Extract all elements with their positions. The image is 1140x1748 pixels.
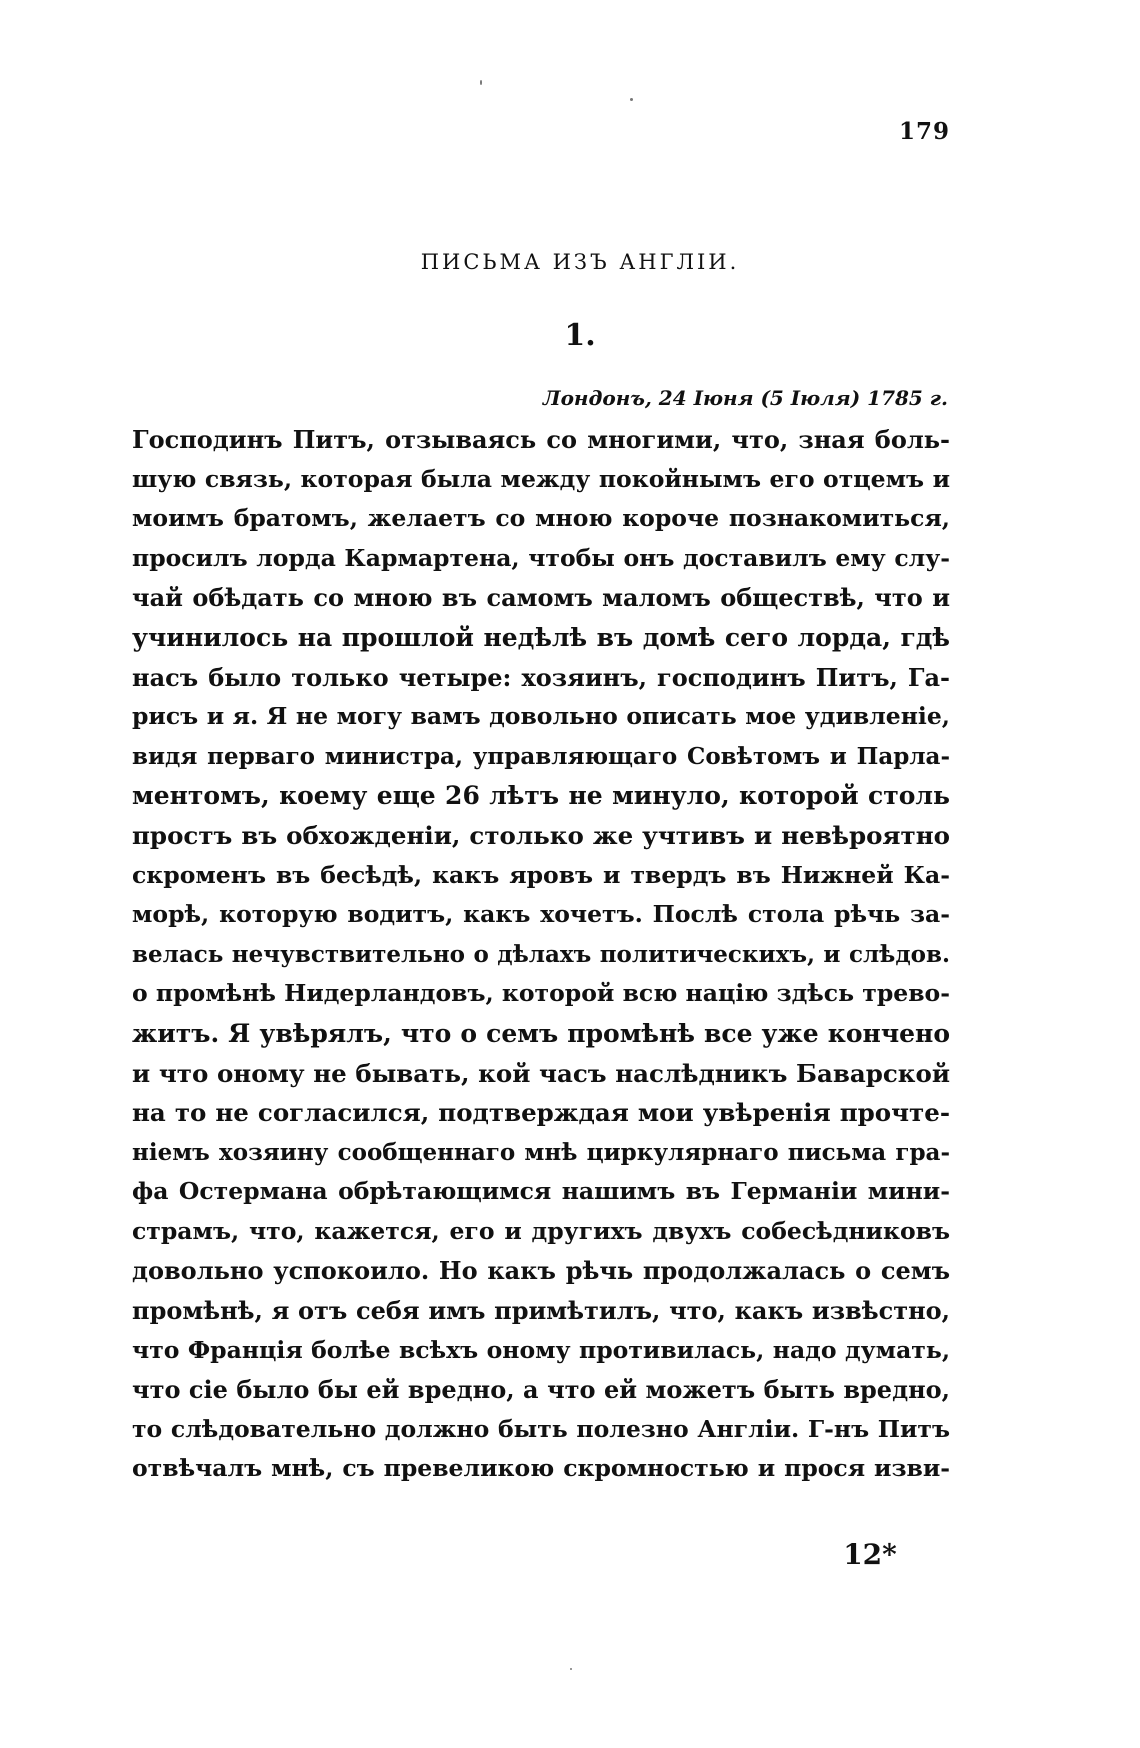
print-speck	[630, 98, 633, 101]
text-line: отвѣчалъ мнѣ, съ превеликою скромностью и прося изви-	[132, 1454, 950, 1483]
text-line: ніемъ хозяину сообщеннаго мнѣ циркулярнаго письма гра-	[132, 1138, 950, 1166]
page-number: 179	[898, 118, 950, 145]
text-line: скроменъ въ бесѣдѣ, какъ яровъ и твердъ въ Нижней Ка-	[132, 860, 950, 889]
text-line: чай обѣдать со мною въ самомъ маломъ обществѣ, что и	[132, 583, 950, 613]
text-line: моимъ братомъ, желаетъ со мною короче познакомиться,	[132, 504, 950, 533]
text-line: и что оному не бывать, кой часъ наслѣдникъ Баварской	[132, 1058, 950, 1088]
section-title: ПИСЬМА ИЗЪ АНГЛІИ.	[420, 250, 740, 274]
text-line: что сіе было бы ей вредно, а что ей можетъ быть вредно,	[132, 1375, 950, 1405]
text-line: на то не согласился, подтверждая мои увѣренія прочте-	[132, 1098, 950, 1128]
letter-number: 1.	[564, 318, 596, 353]
text-line: Господинъ Питъ, отзываясь со многими, что, зная боль-	[132, 425, 950, 454]
text-line: просилъ лорда Кармартена, чтобы онъ доставилъ ему слу-	[132, 543, 950, 572]
text-line: довольно успокоило. Но какъ рѣчь продолжалась о семъ	[132, 1256, 950, 1286]
signature-mark: 12*	[843, 1538, 897, 1571]
text-line: промѣнѣ, я отъ себя имъ примѣтилъ, что, какъ извѣстно,	[132, 1296, 950, 1326]
text-line: страмъ, что, кажется, его и другихъ двухъ собесѣдниковъ	[132, 1216, 950, 1245]
text-line: рисъ и я. Я не могу вамъ довольно описать мое удивленіе,	[132, 702, 950, 731]
text-line: видя перваго министра, управляющаго Совѣтомъ и Парла-	[132, 742, 950, 770]
letter-body	[132, 420, 950, 1489]
text-line: то слѣдовательно должно быть полезно Англіи. Г-нъ Питъ	[132, 1414, 950, 1443]
text-line: шую связь, которая была между покойнымъ его отцемъ и	[132, 464, 950, 493]
text-line: что Франція болѣе всѣхъ оному противилась, надо думать,	[132, 1335, 950, 1364]
text-line: учинилось на прошлой недѣлѣ въ домѣ сего лорда, гдѣ	[132, 622, 950, 652]
text-line: житъ. Я увѣрялъ, что о семъ промѣнѣ все уже кончено	[132, 1018, 950, 1048]
text-line: ментомъ, коему еще 26 лѣтъ не минуло, которой столь	[132, 781, 950, 811]
text-line: насъ было только четыре: хозяинъ, господинъ Питъ, Га-	[132, 662, 950, 692]
text-line: фа Остермана обрѣтающимся нашимъ въ Германіи мини-	[132, 1177, 950, 1206]
text-line: о промѣнѣ Нидерландовъ, которой всю націю здѣсь трево-	[132, 979, 950, 1008]
text-line: велась нечувствительно о дѣлахъ политическихъ, и слѣдов.	[132, 940, 950, 968]
print-speck	[480, 80, 482, 85]
print-speck	[570, 1668, 572, 1670]
text-line: простъ въ обхожденіи, столько же учтивъ и невѣроятно	[132, 820, 950, 850]
text-line: морѣ, которую водитъ, какъ хочетъ. Послѣ стола рѣчь за-	[132, 900, 950, 929]
dateline: Лондонъ, 24 Іюня (5 Іюля) 1785 г.	[542, 386, 948, 410]
